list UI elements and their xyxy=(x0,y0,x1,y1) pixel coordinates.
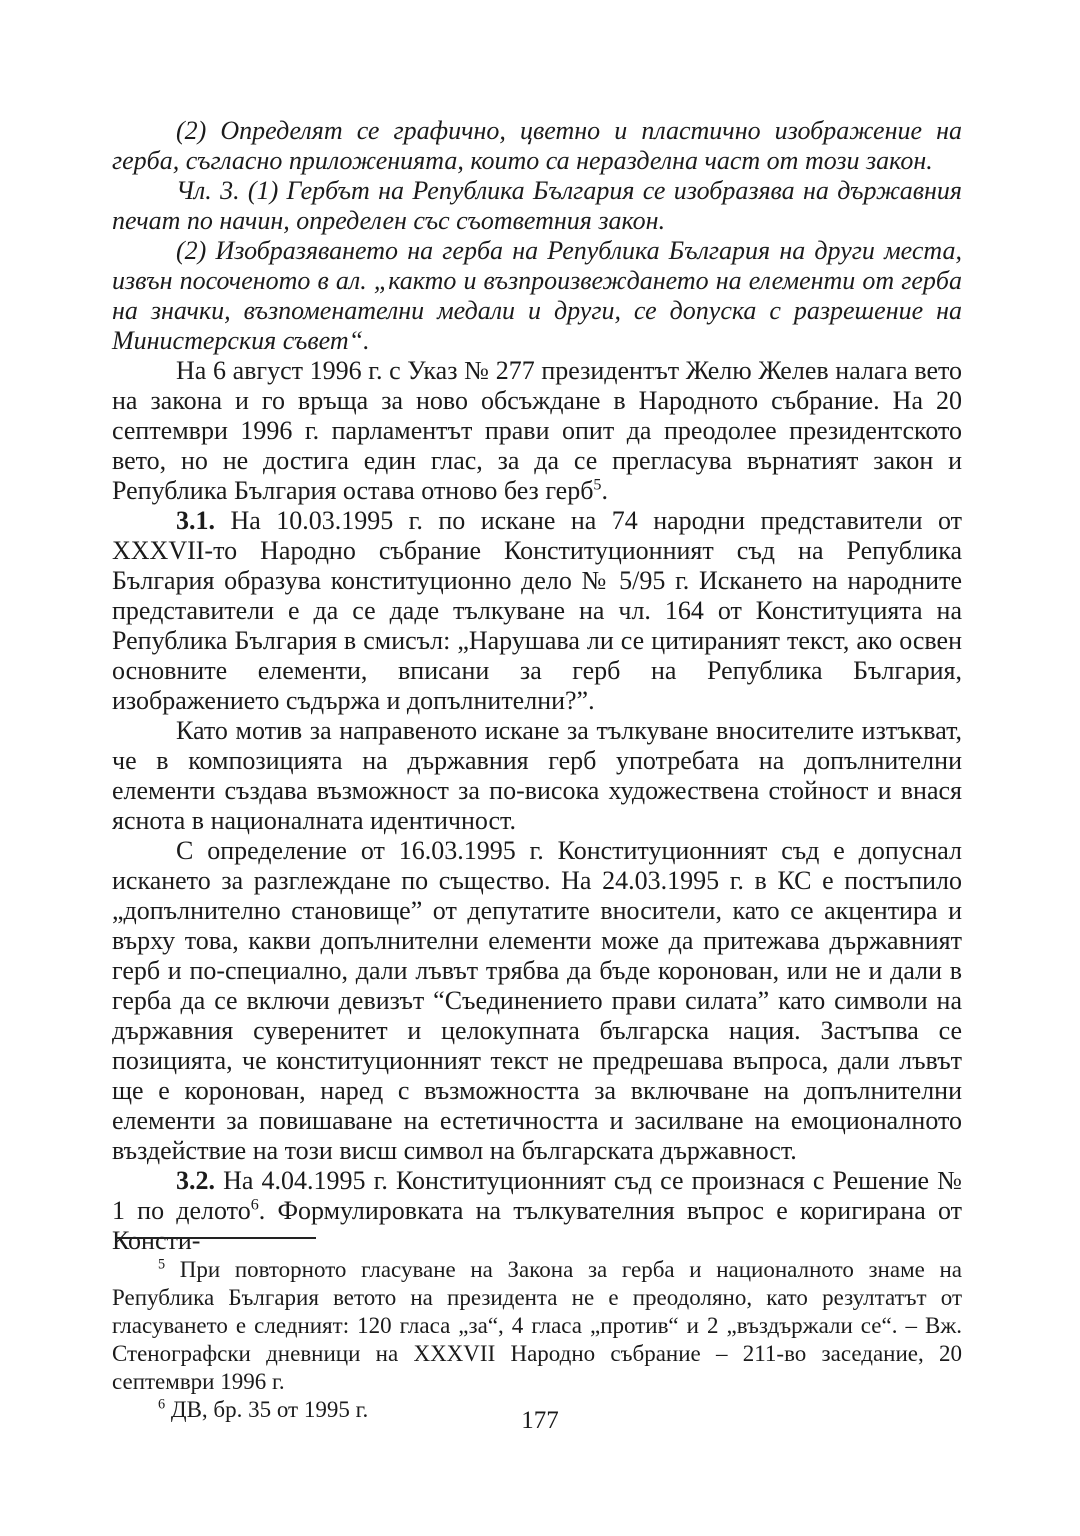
main-text-block xyxy=(112,116,962,1256)
paragraph: С определение от 16.03.1995 г. Конституционният съд е допуснал искането за разглеждане по същество. На 24.03.1995 г. в КС е постъпило „допълнително становище” от депутатите вносители, като се акцентира и върху това, какви допълнителни елементи може да притежава държавният герб и по-специално, дали лъвът трябва да бъде коронован, или не и дали в герба да се включи девизът “Съединението прави силата” като символи на държавния суверенитет и целокупната българска нация. Застъпва се позицията, че конституционният текст не предрешава въпроса, дали лъвът ще е коронован, наред с възможността за включване на допълнителни елементи за повишаване на естетичността и засилване на емоционалното въздействие на този висш символ на българската държавност. xyxy=(112,836,962,1165)
footnote: $^5$ При повторното гласуване на Закона за герба и националното знаме на Република България ветото на президента не е преодоляно, като резултатът от гласуването е следният: 120 гласа „за“, 4 гласа „против“ и 2 „въздържали се“. – Вж. Стенографски дневници на XXXVII Народно събрание – 211-во заседание, 20 септември 1996 г. xyxy=(112,1256,962,1394)
paragraph: Като мотив за направеното искане за тълкуване вносителите изтъкват, че в композицията на държавния герб употребата на допълнителни елементи създава възможност за по-висока художествена стойност и внася яснота в националната идентичност. xyxy=(112,716,962,835)
paragraph: (2) Изобразяването на герба на Република България на други места, извън посоченото в ал. „както и възпроизвеждането на елементи от герба на значки, възпоменателни медали и други, се допуска с разрешение на Министерския съвет“. xyxy=(112,236,962,355)
paragraph: Чл. 3. (1) Гербът на Република България се изобразява на държавния печат по начин, определен със съответния закон. xyxy=(112,176,962,235)
footnote: $^6$ ДВ, бр. 35 от 1995 г. xyxy=(158,1396,369,1422)
paragraph: 3.2. На 4.04.1995 г. Конституционният съд се произнася с Решение № 1 по делото$^6$. Формулировката на тълкувателния въпрос е коригирана от Консти- xyxy=(112,1166,962,1255)
paragraph: На 6 август 1996 г. с Указ № 277 президентът Желю Желев налага вето на закона и го връща за ново обсъждане в Народното събрание. На 20 септември 1996 г. парламентът прави опит да преодолее президентското вето, но не достига един глас, за да се прегласува върнатият закон и Република България остава отново без герб$^5$. xyxy=(112,356,962,505)
paragraph: (2) Определят се графично, цветно и пластично изображение на герба, съгласно приложенията, които са неразделна част от този закон. xyxy=(112,116,962,175)
page-number: 177 xyxy=(521,1407,559,1434)
footnotes-block xyxy=(112,1256,962,1424)
paragraph: 3.1. На 10.03.1995 г. по искане на 74 народни представители от XXXVII-то Народно събрание Конституционният съд на Република България образува конституционно дело № 5/95 г. Искането на народните представители е да се даде тълкуване на чл. 164 от Конституцията на Република България в смисъл: „Нарушава ли се цитираният текст, ако освен основните елементи, вписани за герб на Република България, изображението съдържа и допълнителни?”. xyxy=(112,506,962,715)
footnote-separator xyxy=(116,1237,316,1239)
